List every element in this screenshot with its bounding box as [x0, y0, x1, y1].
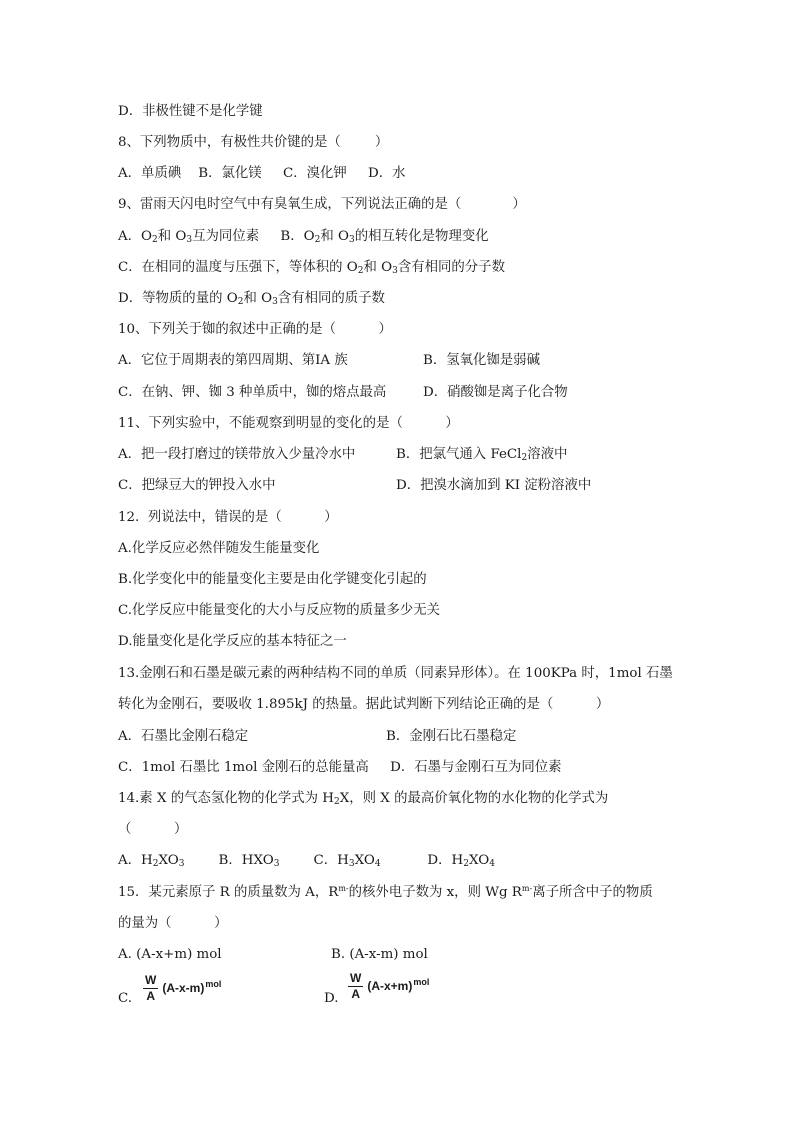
fraction-expression — [143, 974, 221, 1003]
subscript: 2 — [314, 235, 321, 245]
expression: (A-x-m) — [162, 981, 205, 995]
text-run: D.能量变化是化学反应的基本特征之一 — [118, 634, 347, 649]
text-run: B．HXO — [184, 853, 274, 868]
text-line-l20 — [118, 696, 609, 714]
text-line-l17 — [118, 602, 440, 620]
answer-option-o11 — [118, 946, 222, 964]
text-line-l19 — [118, 665, 673, 683]
text-run: A．单质碘 B．氯化镁 C．溴化钾 D．水 — [118, 166, 406, 181]
text-line-l2 — [118, 134, 388, 152]
answer-option-o5 — [118, 446, 355, 464]
text-line-l18 — [118, 633, 347, 651]
text-line-l16 — [118, 571, 427, 589]
text-run: 15．某元素原子 R 的质量数为 A，R — [118, 885, 339, 900]
text-line-l25 — [118, 852, 495, 870]
text-run: A. (A-x+m) mol — [118, 947, 222, 962]
text-run: D．等物质的量的 O — [118, 291, 238, 306]
text-run: 10、下列关于铷的叙述中正确的是（ ） — [118, 322, 392, 337]
subscript: 2 — [152, 235, 158, 245]
fraction-expression — [348, 972, 429, 1001]
subscript: 3 — [392, 266, 398, 276]
text-line-l4 — [118, 196, 526, 214]
text-run: D．非极性键不是化学键 — [118, 104, 263, 119]
text-run: 含有相同的分子数 — [397, 260, 505, 275]
fraction — [348, 972, 363, 1001]
expression: (A-x+m) — [367, 979, 413, 993]
text-run: B. (A-x-m) mol — [331, 947, 428, 962]
text-run: C.化学反应中能量变化的大小与反应物的质量多少无关 — [118, 603, 441, 618]
subscript: 2 — [237, 297, 244, 307]
answer-option-o6 — [396, 446, 567, 464]
subscript: 3 — [272, 297, 278, 307]
text-run: 14.素 X 的气态氢化物的化学式为 H — [118, 791, 334, 806]
text-line-l6 — [118, 259, 505, 277]
text-run: A.化学反应必然伴随发生能量变化 — [118, 541, 320, 556]
text-run: B．把氯气通入 FeCl — [396, 447, 522, 462]
text-run: 互为同位素 B．O — [192, 229, 315, 244]
text-run: 11、下列实验中，不能观察到明显的变化的是（ ） — [118, 416, 459, 431]
text-run: B．金刚石比石墨稳定 — [386, 729, 517, 744]
text-run: D．H — [380, 853, 464, 868]
subscript: 3 — [186, 235, 193, 245]
answer-option-o4 — [423, 384, 568, 402]
unit: mol — [413, 977, 430, 987]
text-line-l27 — [118, 915, 228, 933]
subscript: 2 — [333, 797, 340, 807]
answer-option-o7 — [118, 477, 276, 495]
text-run: C．在钠、钾、铷 3 种单质中，铷的熔点最高 — [118, 385, 387, 400]
text-line-l3 — [118, 165, 406, 183]
text-run: A．H — [118, 853, 153, 868]
text-run: B．氢氧化铷是弱碱 — [423, 353, 540, 368]
text-run: D．硝酸铷是离子化合物 — [423, 385, 568, 400]
text-run: C．在相同的温度与压强下，等体积的 O — [118, 260, 358, 275]
text-run: C．1mol 石墨比 1mol 金刚石的总能量高 D．石墨与金刚石互为同位素 — [118, 760, 562, 775]
text-line-l8 — [118, 321, 392, 339]
fraction — [143, 974, 158, 1003]
text-line-l23 — [118, 790, 608, 808]
answer-option-o9 — [118, 728, 248, 746]
answer-option-o8 — [396, 477, 591, 495]
option-letter: D. — [324, 991, 339, 1006]
answer-option-o3 — [118, 384, 386, 402]
text-run: 含有相同的质子数 — [277, 291, 385, 306]
text-run: 13.金刚石和石墨是碳元素的两种结构不同的单质（同素异形体）。在 100KPa 时，1mol 石墨 — [118, 666, 673, 681]
answer-option-o12 — [331, 946, 428, 964]
text-run: 和 O — [157, 229, 187, 244]
text-line-l5 — [118, 228, 489, 246]
answer-option-o10 — [386, 728, 516, 746]
text-run: X，则 X 的最高价氧化物的水化物的化学式为 — [339, 791, 609, 806]
denominator: A — [351, 987, 360, 1001]
text-run: 溶液中 — [527, 447, 568, 462]
text-line-l14 — [118, 509, 338, 527]
subscript: 2 — [357, 266, 364, 276]
text-run: 和 O — [243, 291, 273, 306]
text-run: 的核外电子数为 x，则 Wg R — [348, 885, 522, 900]
text-run: 12. 列说法中，错误的是（ ） — [118, 510, 338, 525]
answer-option-o1 — [118, 352, 348, 370]
text-run: 和 O — [363, 260, 393, 275]
text-line-l7 — [118, 290, 385, 308]
text-line-l22 — [118, 759, 562, 777]
text-run: D．把溴水滴加到 KI 淀粉溶液中 — [396, 478, 592, 493]
unit: mol — [205, 979, 222, 989]
option-letter: C. — [118, 991, 133, 1006]
text-run: （ ） — [118, 822, 188, 837]
text-line-l11 — [118, 415, 459, 433]
subscript: 2 — [521, 453, 528, 463]
text-run: A．石墨比金刚石稳定 — [118, 729, 249, 744]
text-run: C．H — [279, 853, 349, 868]
superscript: m- — [521, 884, 533, 893]
text-run: A．O — [118, 229, 153, 244]
subscript: 4 — [489, 859, 495, 869]
subscript: 4 — [374, 859, 381, 869]
subscript: 3 — [273, 859, 280, 869]
text-run: 和 O — [320, 229, 349, 244]
answer-option-o2 — [423, 352, 540, 370]
text-run: 离子所含中子的物质 — [532, 885, 653, 900]
text-run: 9、雷雨天闪电时空气中有臭氧生成，下列说法正确的是（ ） — [118, 197, 526, 212]
text-run: XO — [158, 853, 179, 868]
superscript: m- — [338, 884, 349, 893]
text-run: C．把绿豆大的钾投入水中 — [118, 478, 276, 493]
text-run: B.化学变化中的能量变化主要是由化学键变化引起的 — [118, 572, 427, 587]
subscript: 2 — [463, 859, 469, 869]
text-run: XO — [468, 853, 490, 868]
subscript: 3 — [348, 859, 355, 869]
text-line-l24 — [118, 821, 187, 839]
subscript: 3 — [348, 235, 355, 245]
text-line-l1 — [118, 103, 263, 121]
subscript: 2 — [152, 859, 159, 869]
text-run: 的相互转化是物理变化 — [354, 229, 489, 244]
subscript: 3 — [178, 859, 185, 869]
text-run: XO — [354, 853, 375, 868]
numerator: W — [145, 973, 157, 987]
text-run: A．把一段打磨过的镁带放入少量冷水中 — [118, 447, 356, 462]
text-run: 转化为金刚石，要吸收 1.895kJ 的热量。据此试判断下列结论正确的是（ ） — [118, 697, 610, 712]
text-run: A．它位于周期表的第四周期、第ⅠA 族 — [118, 353, 348, 368]
text-run: 的量为（ ） — [118, 916, 228, 931]
numerator: W — [350, 971, 362, 985]
text-line-l26 — [118, 884, 653, 902]
text-run: 8、下列物质中，有极性共价键的是（ ） — [118, 135, 389, 150]
denominator: A — [146, 989, 155, 1003]
text-line-l15 — [118, 540, 319, 558]
